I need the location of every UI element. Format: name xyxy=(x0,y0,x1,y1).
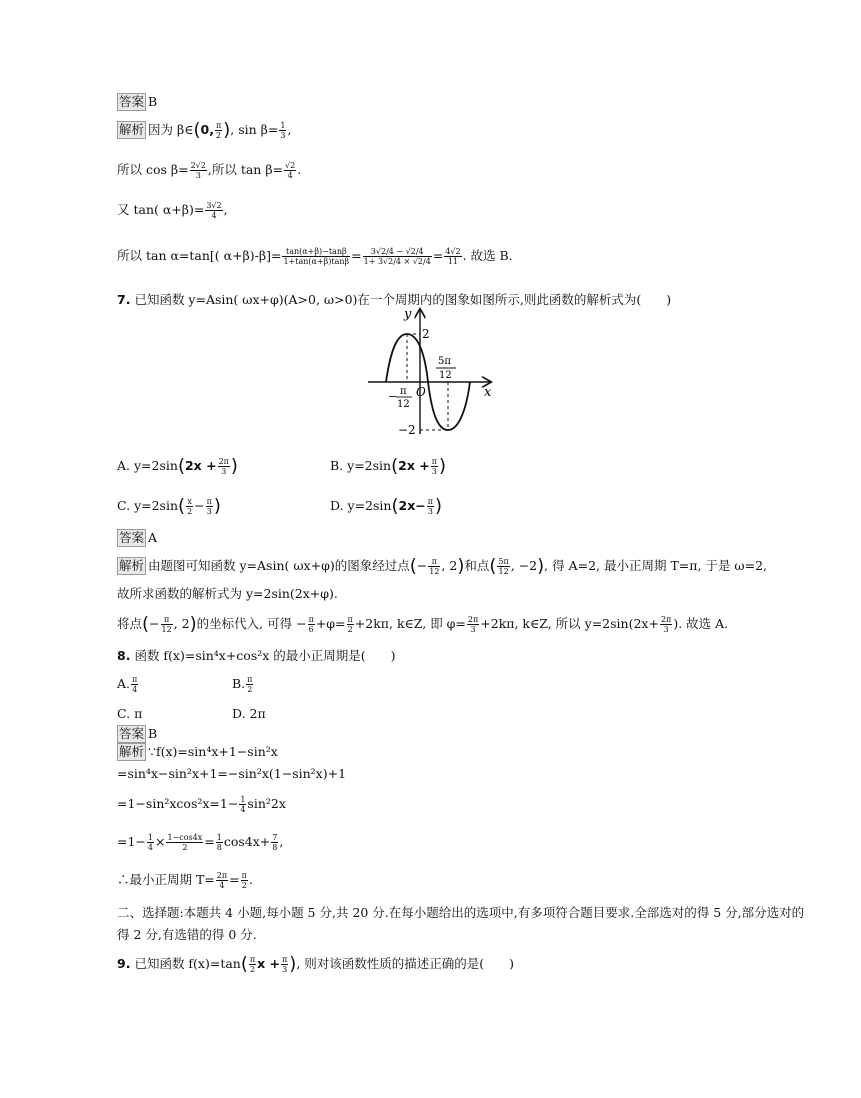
answer-value: A xyxy=(148,530,158,545)
q8-analysis-line-3: =1−sin²xcos²x=1− $\frac{1}{4}$ sin²2x xyxy=(117,795,286,814)
q6-analysis-line-1: 解析 因为 β∈(0, $\frac{\pi}{2}$ ), sin β= $\frac{1}{3}$ , xyxy=(119,119,292,141)
q8-stem: 8. 函数 f(x)=sin⁴x+cos²x 的最小正周期是( ) xyxy=(117,648,396,663)
left-tick-num: π xyxy=(400,386,407,397)
fraction: $\frac{√2}{4}$ xyxy=(285,161,296,180)
fraction: $\frac{\pi}{3}$ xyxy=(431,457,437,476)
question-number: 8. xyxy=(117,648,131,663)
fraction: $\frac{2\pi}{3}$ xyxy=(218,457,229,476)
fraction: $\frac{7}{8}$ xyxy=(272,833,278,852)
q7-option-a[interactable]: A. y=2sin(2x + $\frac{2\pi}{3}$ ) xyxy=(117,455,238,477)
fraction: $\frac{\tan(\alpha+\beta)-\tan\beta}{1+\tan(\alpha+\beta)\tan\beta}$ xyxy=(283,247,350,266)
q6-analysis-line-2: 所以 cos β= $\frac{2√2}{3}$ ,所以 tan β= $\frac{√2}{4}$ . xyxy=(117,161,302,180)
fraction: $\frac{\pi}{3}$ xyxy=(427,497,434,516)
fraction: $\frac{1}{4}$ xyxy=(147,833,153,852)
answer-value: B xyxy=(148,726,158,741)
origin-label: O xyxy=(416,385,426,399)
question-number: 7. xyxy=(117,292,131,307)
fraction: $\frac{\pi}{2}$ xyxy=(347,615,353,634)
q8-option-a[interactable]: A. $\frac{\pi}{4}$ xyxy=(117,675,138,694)
fraction: $\frac{\pi}{6}$ xyxy=(308,615,314,634)
fraction: $\frac{2√2}{3}$ xyxy=(190,161,206,180)
fraction: $\frac{\pi}{2}$ xyxy=(215,121,222,140)
q7-answer-line xyxy=(117,528,801,548)
fraction: $\frac{2\pi}{4}$ xyxy=(216,871,228,890)
fraction: $\frac{1}{3}$ xyxy=(280,121,286,140)
q8-analysis-line-2: =sin⁴x−sin²x+1=−sin²x(1−sin²x)+1 xyxy=(117,766,347,781)
fraction: $\frac{x}{2}$ xyxy=(187,497,193,516)
fraction: $\frac{\pi}{3}$ xyxy=(282,955,288,974)
q6-analysis-line-3: 又 tan( α+β)= $\frac{3√2}{4}$ , xyxy=(117,201,228,220)
answer-tag: 答案 xyxy=(119,726,145,741)
left-tick-den: 12 xyxy=(397,399,410,410)
fraction: $\frac{\pi}{2}$ xyxy=(247,675,253,694)
fraction: $\frac{2\pi}{3}$ xyxy=(660,615,672,634)
sine-graph xyxy=(360,304,500,442)
x-axis-label: x xyxy=(484,385,492,400)
answer-tag: 答案 xyxy=(119,94,145,109)
fraction: $\frac{2\pi}{3}$ xyxy=(467,615,479,634)
q7-option-d[interactable]: D. y=2sin(2x− $\frac{\pi}{3}$ ) xyxy=(330,495,443,517)
max-label: 2 xyxy=(422,327,430,341)
fraction: $\frac{1}{4}$ xyxy=(240,795,246,814)
analysis-tag: 解析 xyxy=(119,122,145,137)
fraction: $\frac{5\pi}{12}$ xyxy=(498,557,509,576)
fraction: $\frac{\pi}{3}$ xyxy=(206,497,212,516)
q7-option-c[interactable]: C. y=2sin( $\frac{x}{2}$ − $\frac{\pi}{3}$ ) xyxy=(117,495,221,517)
q7-analysis-line-2: 故所求函数的解析式为 y=2sin(2x+φ). xyxy=(117,586,338,601)
q8-answer-line xyxy=(117,724,801,744)
right-tick-den: 12 xyxy=(439,370,452,381)
q8-analysis-line-5: ∴最小正周期 T= $\frac{2\pi}{4}$ = $\frac{\pi}{2}$ . xyxy=(117,871,253,890)
answer-tag: 答案 xyxy=(119,530,145,545)
q8-option-d[interactable]: D. 2π xyxy=(232,706,266,721)
fraction: $\frac{\pi}{12}$ xyxy=(161,615,172,634)
q6-answer-line xyxy=(117,92,801,112)
q7-analysis-line-3: 将点(− $\frac{\pi}{12}$ , 2)的坐标代入, 可得 − $\frac{\pi}{6}$ +φ= $\frac{\pi}{2}$ +2kπ, k∈Z, 即 φ= $\frac{2\pi}{3}$ +2kπ, k∈Z, 所以 y=2sin(2x+ $\frac{2\pi}{3}$ ). 故选 A. xyxy=(117,613,729,635)
q7-option-b[interactable]: B. y=2sin(2x + $\frac{\pi}{3}$ ) xyxy=(330,455,447,477)
section-2-instructions: 二、选择题:本题共 4 小题,每小题 5 分,共 20 分.在每小题给出的选项中,有多项符合题目要求.全部选对的得 5 分,部分选对的得 2 分,有选错的得 0 分. xyxy=(117,905,805,942)
answer-value: B xyxy=(148,94,158,109)
fraction: $\frac{\pi}{4}$ xyxy=(132,675,138,694)
q7-stem: 7. 已知函数 y=Asin( ωx+φ)(A>0, ω>0)在一个周期内的图象如图所示,则此函数的解析式为( ) xyxy=(117,292,672,307)
q8-analysis-line-1: 解析 ∵f(x)=sin⁴x+1−sin²x xyxy=(119,744,278,759)
right-tick-num: 5π xyxy=(438,356,451,367)
analysis-tag: 解析 xyxy=(119,744,145,759)
fraction: $\frac{\pi}{12}$ xyxy=(429,557,440,576)
fraction: $\frac{\pi}{2}$ xyxy=(241,871,247,890)
fraction: $\frac{3√2/4 - √2/4}{1+ 3√2/4 \times √2/4}$ xyxy=(363,247,431,266)
q8-analysis-line-4: =1− $\frac{1}{4}$ × $\frac{1-\cos 4x}{2}$ = $\frac{1}{8}$ cos4x+ $\frac{7}{8}$ , xyxy=(117,833,284,852)
analysis-tag: 解析 xyxy=(119,558,145,573)
fraction: $\frac{4√2}{11}$ xyxy=(445,247,461,266)
q7-analysis-line-1: 解析 由题图可知函数 y=Asin( ωx+φ)的图象经过点(− $\frac{\pi}{12}$ , 2)和点( $\frac{5\pi}{12}$ , −2), 得 A=2, 最小正周期 T=π, 于是 ω=2, xyxy=(119,555,768,577)
min-label: −2 xyxy=(398,423,416,437)
fraction: $\frac{\pi}{2}$ xyxy=(249,955,256,974)
fraction: $\frac{3√2}{4}$ xyxy=(206,201,222,220)
question-number: 9. xyxy=(117,956,131,971)
fraction: $\frac{1}{8}$ xyxy=(216,833,222,852)
q8-option-c[interactable]: C. π xyxy=(117,706,143,721)
q6-analysis-line-4: 所以 tan α=tan[( α+β)-β]= $\frac{\tan(\alpha+\beta)-\tan\beta}{1+\tan(\alpha+\beta)\tan\beta}$ = $\frac{3√2/4 - √2/4}{1+ 3√2/4 \times √2/4}$ = $\frac{4√2}{11}$ . 故选 B. xyxy=(117,247,513,266)
q9-stem: 9. 已知函数 f(x)=tan( $\frac{\pi}{2}$ x + $\frac{\pi}{3}$ ), 则对该函数性质的描述正确的是( ) xyxy=(117,953,515,975)
q8-option-b[interactable]: B. $\frac{\pi}{2}$ xyxy=(232,675,253,694)
y-axis-label: y xyxy=(404,307,412,322)
fraction: $\frac{1-\cos 4x}{2}$ xyxy=(167,833,203,852)
left-tick-sign: − xyxy=(388,390,398,403)
